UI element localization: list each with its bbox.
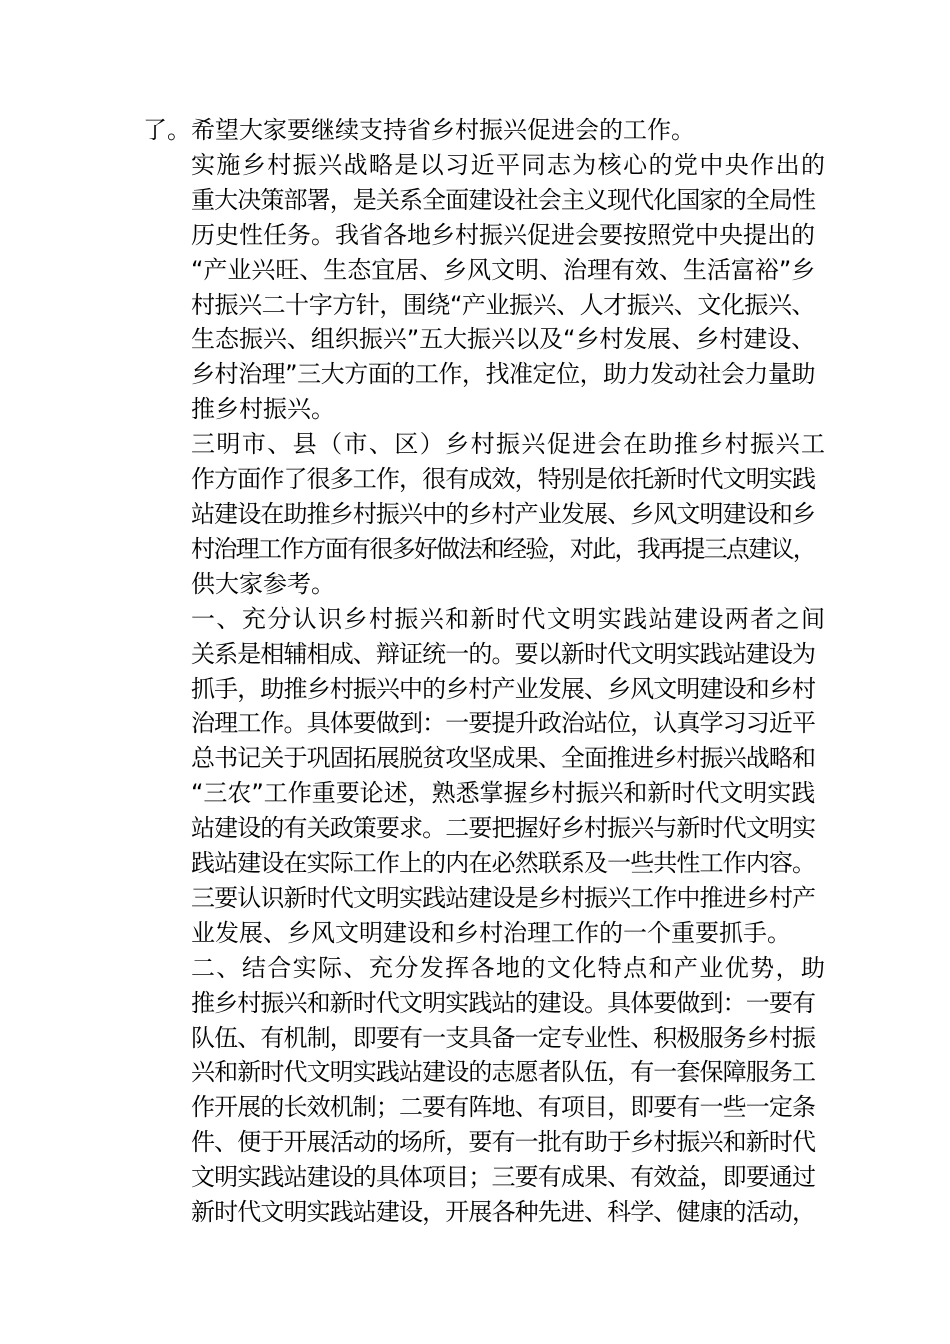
text-line: 队伍、有机制，即要有一支具备一定专业性、积极服务乡村振: [191, 1023, 815, 1052]
text-line: 抓手，助推乡村振兴中的乡村产业发展、乡风文明建设和乡村: [191, 674, 815, 703]
text-line: 二、结合实际、充分发挥各地的文化特点和产业优势，助: [191, 953, 815, 982]
text-line: 实施乡村振兴战略是以习近平同志为核心的党中央作出的: [191, 150, 815, 179]
text-line: 作方面作了很多工作，很有成效，特别是依托新时代文明实践: [191, 465, 815, 494]
text-line: 新时代文明实践站建设，开展各种先进、科学、健康的活动，: [191, 1198, 815, 1227]
text-line: “产业兴旺、生态宜居、乡风文明、治理有效、生活富裕”乡: [191, 255, 815, 284]
text-line: 重大决策部署，是关系全面建设社会主义现代化国家的全局性: [191, 185, 815, 214]
text-line: 历史性任务。我省各地乡村振兴促进会要按照党中央提出的: [191, 220, 815, 249]
paragraph: [143, 148, 815, 427]
paragraph: [143, 602, 815, 951]
text-line: 供大家参考。: [191, 569, 335, 598]
text-line: 文明实践站建设的具体项目；三要有成果、有效益，即要通过: [191, 1163, 815, 1192]
text-line: 兴和新时代文明实践站建设的志愿者队伍，有一套保障服务工: [191, 1058, 815, 1087]
text-line: 推乡村振兴。: [191, 395, 335, 424]
paragraph: [143, 113, 815, 148]
text-line: 业发展、乡风文明建设和乡村治理工作的一个重要抓手。: [191, 918, 791, 947]
text-line: 站建设在助推乡村振兴中的乡村产业发展、乡风文明建设和乡: [191, 499, 815, 528]
text-line: 三要认识新时代文明实践站建设是乡村振兴工作中推进乡村产: [191, 883, 815, 912]
text-line: 村治理工作方面有很多好做法和经验，对此，我再提三点建议，: [191, 534, 815, 563]
paragraph: [143, 427, 815, 602]
document-body: [143, 113, 815, 1230]
text-line: “三农”工作重要论述，熟悉掌握乡村振兴和新时代文明实践: [191, 779, 815, 808]
text-line: 关系是相辅相成、辩证统一的。要以新时代文明实践站建设为: [191, 639, 815, 668]
text-line: 乡村治理”三大方面的工作，找准定位，助力发动社会力量助: [191, 360, 815, 389]
text-line: 了。希望大家要继续支持省乡村振兴促进会的工作。: [143, 116, 695, 144]
text-line: 一、充分认识乡村振兴和新时代文明实践站建设两者之间: [191, 604, 815, 633]
text-line: 站建设的有关政策要求。二要把握好乡村振兴与新时代文明实: [191, 814, 815, 843]
text-line: 生态振兴、组织振兴”五大振兴以及“乡村发展、乡村建设、: [191, 325, 815, 354]
text-line: 三明市、县（市、区）乡村振兴促进会在助推乡村振兴工: [191, 430, 815, 459]
text-line: 件、便于开展活动的场所，要有一批有助于乡村振兴和新时代: [191, 1128, 815, 1157]
paragraph: [143, 951, 815, 1230]
text-line: 推乡村振兴和新时代文明实践站的建设。具体要做到：一要有: [191, 988, 815, 1017]
text-line: 作开展的长效机制；二要有阵地、有项目，即要有一些一定条: [191, 1093, 815, 1122]
text-line: 总书记关于巩固拓展脱贫攻坚成果、全面推进乡村振兴战略和: [191, 744, 815, 773]
text-line: 践站建设在实际工作上的内在必然联系及一些共性工作内容。: [191, 849, 815, 878]
text-line: 村振兴二十字方针，围绕“产业振兴、人才振兴、文化振兴、: [191, 290, 815, 319]
text-line: 治理工作。具体要做到：一要提升政治站位，认真学习习近平: [191, 709, 815, 738]
